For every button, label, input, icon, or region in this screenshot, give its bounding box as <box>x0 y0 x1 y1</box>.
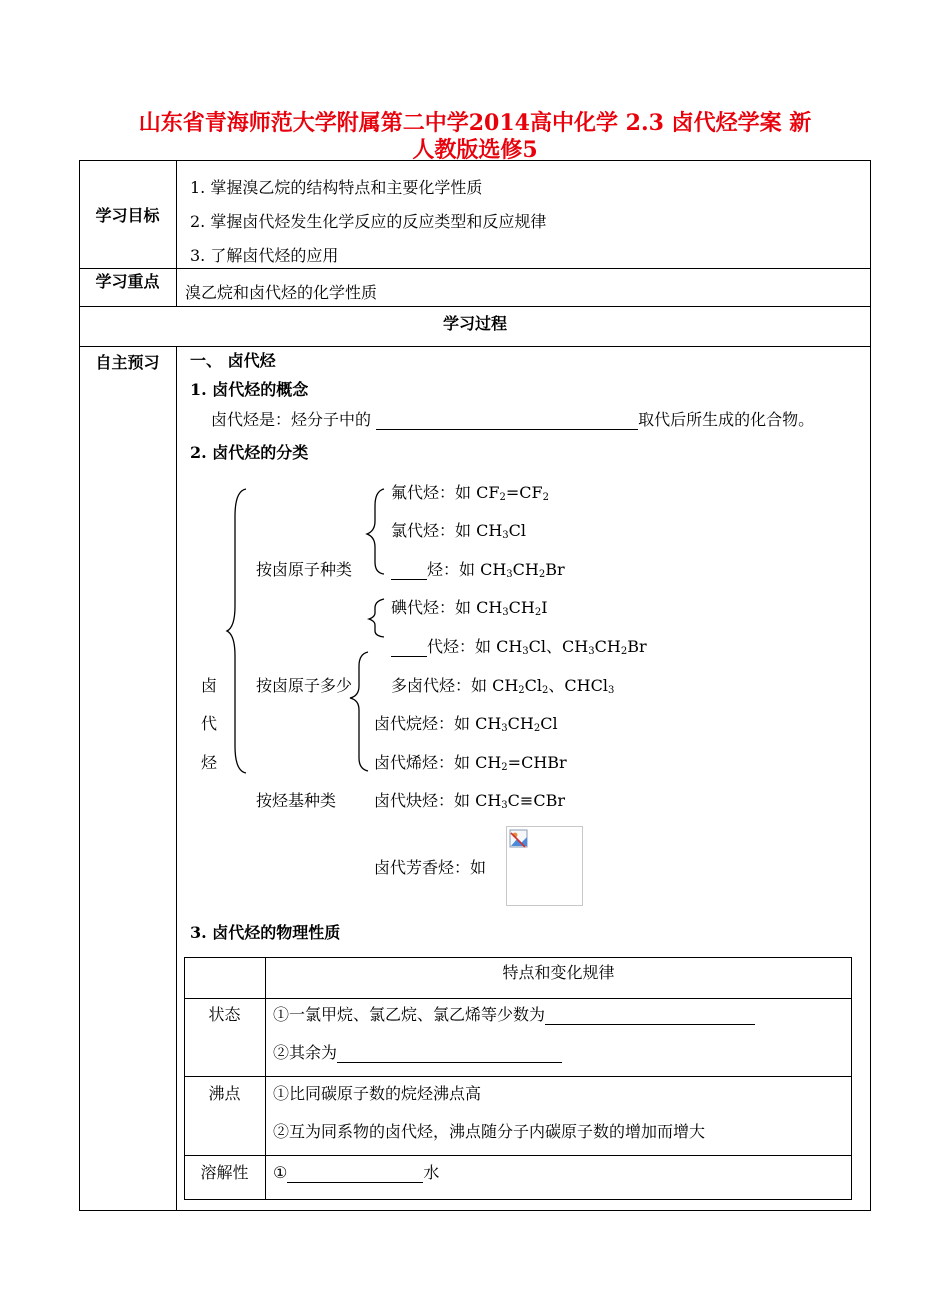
chloro-line: 氯代烃：如 $CH_3Cl$ <box>391 521 527 541</box>
state-line-1: ①一氯甲烷、氯乙烷、氯乙烯等少数为 <box>273 1005 755 1025</box>
concept-after: 取代后所生成的化合物。 <box>638 410 815 429</box>
by-halogen-count-label: 按卤原子多少 <box>256 676 353 695</box>
boiling-point-line-1: ①比同碳原子数的烷烃沸点高 <box>273 1084 482 1103</box>
inner-table-top <box>184 957 852 958</box>
goal-item: 1. 掌握溴乙烷的结构特点和主要化学性质 <box>190 178 483 197</box>
fluoro-line: 氟代烃：如 $CF_2=CF_2$ <box>391 483 549 503</box>
state-blank-2[interactable] <box>337 1045 562 1063</box>
concept-heading: 1. 卤代烃的概念 <box>190 380 309 399</box>
root-char: 卤 <box>201 676 218 695</box>
row-divider <box>79 306 871 307</box>
title-line-1: 山东省青海师范大学附属第二中学2014高中化学 2.3 卤代烃学案 新 <box>138 110 812 136</box>
inner-row-divider <box>184 1076 852 1077</box>
haloalkane-line: 卤代烷烃：如 $CH_3CH_2Cl$ <box>374 714 558 734</box>
table-border-top <box>79 160 871 161</box>
by-halogen-type-label: 按卤原子种类 <box>256 560 353 579</box>
concept-blank[interactable] <box>376 411 638 430</box>
iodo-line: 碘代烃：如 $CH_3CH_2I$ <box>391 598 548 618</box>
by-hydrocarbon-type-label: 按烃基种类 <box>256 791 337 810</box>
physical-heading: 3. 卤代烃的物理性质 <box>190 923 341 942</box>
bromo-blank[interactable] <box>391 562 427 580</box>
document-title <box>80 110 870 164</box>
inner-row-divider <box>184 998 852 999</box>
bromo-line: 烃：如 $CH_3CH_2Br$ <box>391 560 565 580</box>
inner-column-divider <box>265 957 266 1199</box>
table-border-bottom <box>79 1210 871 1211</box>
inner-table-right <box>851 957 852 1199</box>
focus-text: 溴乙烷和卤代烃的化学性质 <box>185 283 378 302</box>
section-heading: 一、 卤代烃 <box>190 351 276 370</box>
mono-blank[interactable] <box>391 639 427 657</box>
haloarene-line: 卤代芳香烃：如 <box>374 858 487 877</box>
class-heading: 2. 卤代烃的分类 <box>190 443 309 462</box>
root-char: 烃 <box>201 753 218 772</box>
classification-braces <box>224 486 394 776</box>
focus-label: 学习重点 <box>95 272 160 291</box>
physical-table-header: 特点和变化规律 <box>502 963 615 982</box>
column-divider <box>176 346 177 1210</box>
solubility-label: 溶解性 <box>200 1163 249 1182</box>
boiling-point-line-2: ②互为同系物的卤代烃，沸点随分子内碳原子数的增加而增大 <box>273 1122 706 1141</box>
row-divider <box>79 346 871 347</box>
haloalkene-line: 卤代烯烃：如 $CH_2=CHBr$ <box>374 753 567 773</box>
title-line-2: 人教版选修5 <box>412 137 538 163</box>
solubility-line: ① 水 <box>273 1163 440 1182</box>
boiling-point-label: 沸点 <box>208 1084 241 1103</box>
structure-image-placeholder <box>506 826 583 906</box>
state-blank-1[interactable] <box>545 1007 755 1025</box>
inner-table-bottom <box>184 1199 852 1200</box>
row-divider <box>79 268 871 269</box>
preview-label: 自主预习 <box>95 353 160 372</box>
concept-before: 卤代烃是：烃分子中的 <box>211 410 377 429</box>
state-line-2: ②其余为 <box>273 1043 562 1063</box>
state-label: 状态 <box>208 1005 241 1024</box>
root-char: 代 <box>201 714 218 733</box>
process-heading: 学习过程 <box>442 314 507 333</box>
inner-row-divider <box>184 1155 852 1156</box>
goals-label: 学习目标 <box>95 206 160 225</box>
haloalkyne-line: 卤代炔烃：如 $CH_3C\equiv CBr$ <box>374 791 565 811</box>
goal-item: 3. 了解卤代烃的应用 <box>190 246 339 265</box>
goal-item: 2. 掌握卤代烃发生化学反应的反应类型和反应规律 <box>190 212 547 231</box>
poly-halo-line: 多卤代烃：如 $CH_2Cl_2$、CHCl$_3$ <box>391 676 615 696</box>
concept-sentence <box>211 410 814 430</box>
mono-halo-line: 代烃：如 $CH_3Cl$、$CH_3CH_2Br$ <box>391 637 647 657</box>
column-divider <box>176 160 177 306</box>
broken-image-icon <box>509 829 529 849</box>
solubility-blank[interactable] <box>287 1165 423 1183</box>
